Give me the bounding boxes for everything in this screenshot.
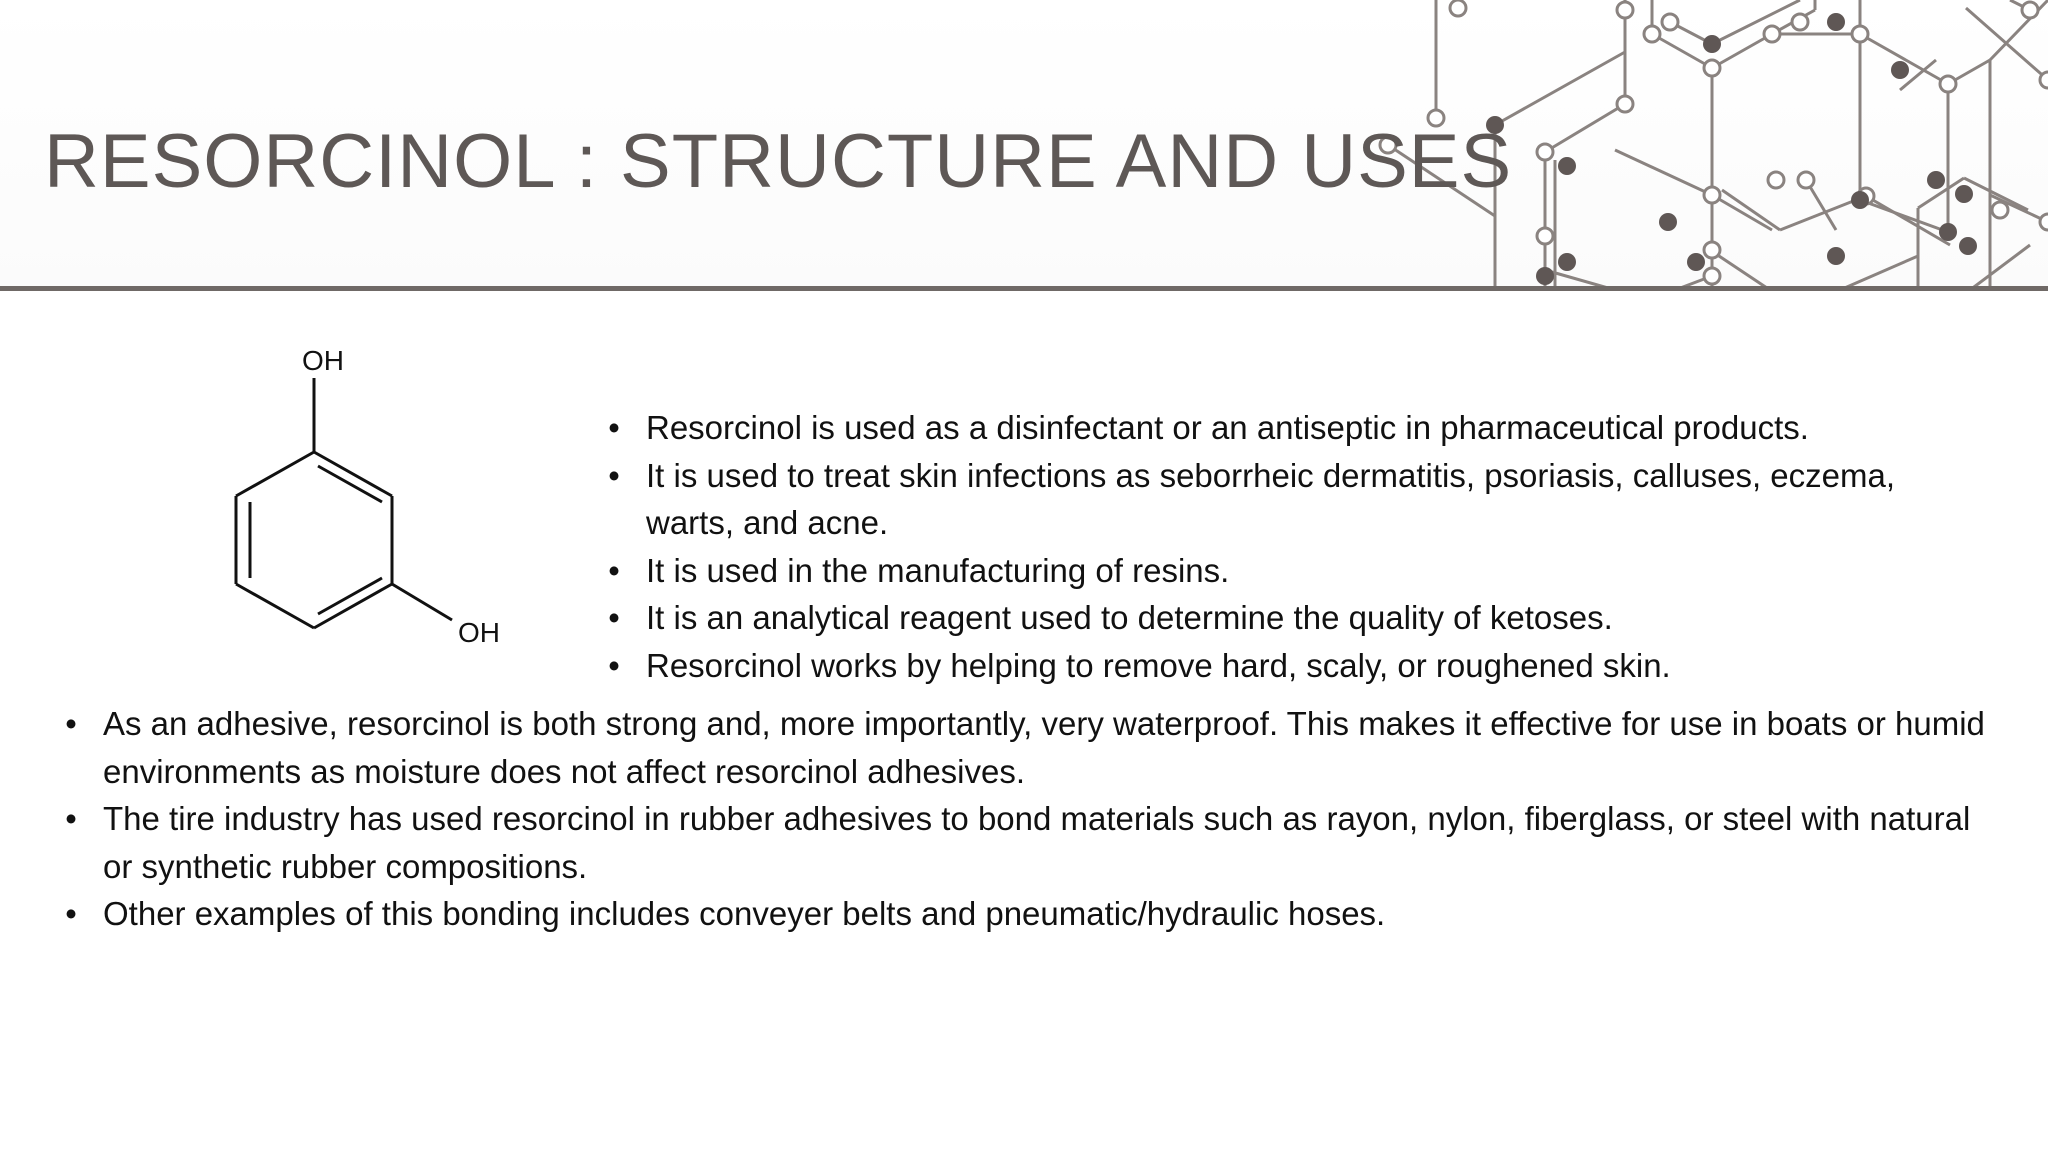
resorcinol-structure	[200, 330, 530, 660]
bullet-icon: •	[608, 551, 620, 589]
list-item-text: As an adhesive, resorcinol is both strong and, more importantly, very waterproof. This makes it effective for use in boats or humid environments as moisture does not affect resorcinol adhesives.	[103, 705, 1985, 790]
bullet-icon: •	[65, 800, 77, 837]
list-item	[65, 890, 2003, 938]
header-divider	[0, 286, 2048, 291]
hydroxyl-label-bottom: OH	[458, 617, 500, 648]
uses-list-adhesive	[65, 700, 2003, 938]
hydroxyl-bonds	[314, 378, 452, 620]
list-item-text: Resorcinol works by helping to remove hard, scaly, or roughened skin.	[646, 646, 1671, 684]
list-item	[608, 452, 1976, 547]
hydroxyl-label-top: OH	[302, 345, 344, 376]
list-item	[608, 594, 1976, 642]
list-item-text: Resorcinol is used as a disinfectant or an antiseptic in pharmaceutical products.	[646, 409, 1809, 446]
bullet-icon: •	[65, 895, 77, 932]
bullet-icon: •	[608, 456, 620, 494]
list-item-text: It is used in the manufacturing of resins.	[646, 551, 1230, 589]
list-item	[65, 700, 2003, 795]
list-item-text: It is used to treat skin infections as seborrheic dermatitis, psoriasis, calluses, eczema, warts, and acne.	[646, 456, 1896, 541]
list-item-text: It is an analytical reagent used to determine the quality of ketoses.	[646, 599, 1613, 636]
list-item	[608, 642, 1976, 690]
bullet-icon: •	[608, 646, 620, 684]
list-item	[608, 404, 1976, 452]
list-item	[65, 795, 2003, 890]
bullet-icon: •	[65, 705, 77, 742]
list-item-text: The tire industry has used resorcinol in rubber adhesives to bond materials such as rayon, nylon, fiberglass, or steel with natural or synthetic rubber compositions.	[103, 800, 1971, 885]
bullet-icon: •	[608, 599, 620, 636]
list-item	[608, 547, 1976, 595]
molecule-solid-atoms	[1486, 13, 1977, 285]
uses-list-pharmaceutical	[608, 404, 1976, 689]
benzene-ring	[236, 452, 392, 628]
list-item-text: Other examples of this bonding includes conveyer belts and pneumatic/hydraulic hoses.	[103, 895, 1386, 932]
bullet-icon: •	[608, 409, 620, 446]
page-title: RESORCINOL : STRUCTURE AND USES	[44, 119, 1513, 204]
